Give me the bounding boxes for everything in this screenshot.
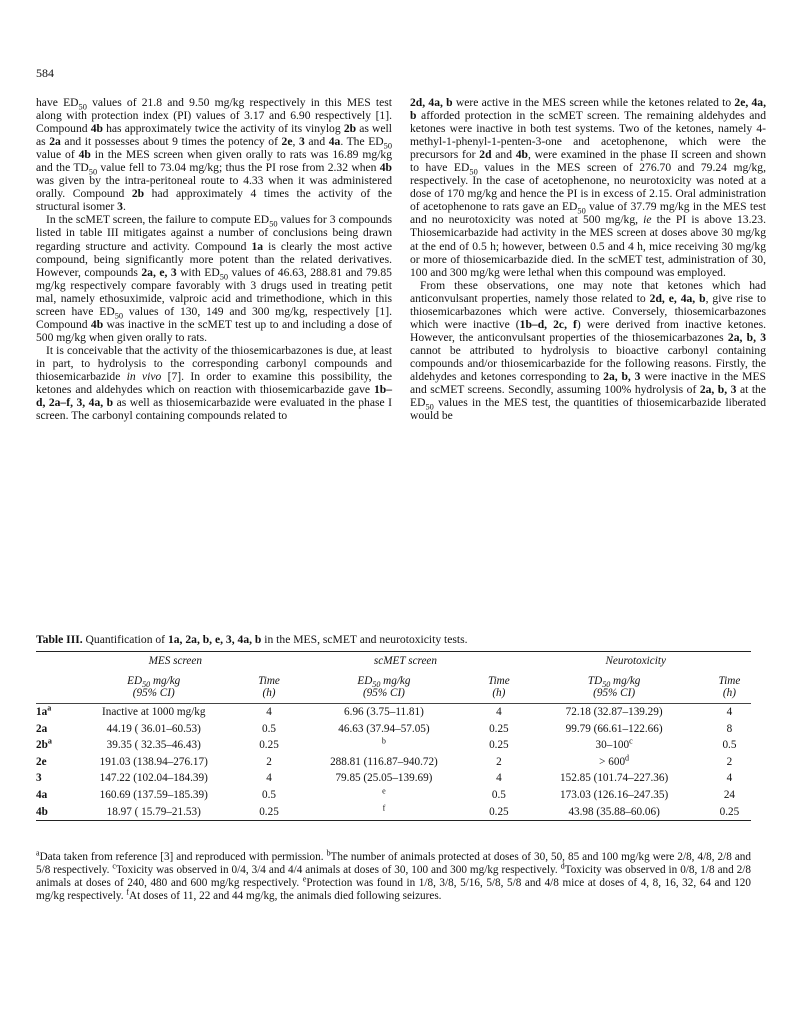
table-cell: 288.81 (116.87–940.72)	[330, 755, 438, 768]
table-row	[36, 770, 751, 787]
table-cell: 0.5	[262, 788, 276, 801]
table-cell: 0.25	[719, 805, 740, 818]
table-cell: b	[381, 736, 386, 746]
table-row	[36, 721, 751, 738]
table-cell: Inactive at 1000 mg/kg	[102, 706, 206, 718]
left-column	[36, 96, 392, 422]
row-label: $1a^a$	[36, 703, 52, 718]
table-cell: e	[382, 786, 386, 796]
table-cell: f	[382, 802, 386, 812]
row-label: 2e	[36, 755, 47, 768]
group-header: MES screen	[148, 655, 202, 667]
table-cell: 0.25	[259, 805, 279, 818]
table-cell: 4	[496, 706, 502, 718]
page-number: 584	[36, 66, 54, 80]
table-cell: 152.85 (101.74–227.36)	[560, 772, 669, 785]
table-row	[36, 754, 751, 771]
table-cell: 18.97 ( 15.79–21.53)	[106, 805, 201, 818]
table-cell: 173.03 (126.16–247.35)	[560, 788, 669, 801]
table-cell: 30–100$^c$	[595, 736, 633, 752]
table-cell: 4	[726, 706, 733, 718]
column-header: Time (h)	[258, 675, 280, 699]
paragraph: In the scMET screen, the failure to compute $ED_{50}$ values for 3 compounds listed in table III mitigates against a number of conclusions being drawn regarding structure and activity. Compound 1a is clearly the most active compound, being significantly more potent than the related derivatives. However, compounds 2a, e, 3 with $ED_{50}$ values of 46.63, 288.81 and 79.85 mg/kg respectively compare favorably with 3 drugs used in treating petit mal, namely ethosuximide, valproic acid and trimethodione, which in this screen have $ED_{50}$ values of 130, 149 and 300 mg/kg, respectively [1]. Compound 4b was inactive in the scMET test up to and including a dose of 500 mg/kg when given orally to rats.	[36, 213, 392, 344]
table-cell: 46.63 (37.94–57.05)	[338, 722, 430, 735]
row-label: 3	[36, 772, 42, 785]
row-label: 4b	[36, 805, 48, 818]
column-header: $ED_{50}$ mg/kg (95% CI)	[127, 675, 181, 699]
table-cell: 39.35 ( 32.35–46.43)	[106, 739, 201, 752]
row-label: 4a	[36, 788, 48, 801]
table-cell: 0.5	[262, 722, 276, 735]
column-header: Time (h)	[718, 675, 741, 699]
table-cell: 4	[266, 706, 272, 718]
row-label: $2b^a$	[36, 736, 52, 752]
paragraph: From these observations, one may note that ketones which had anticonvulsant properties, namely those related to 2d, e, 4a, b, give rise to thiosemicarbazones which were active. Conversely, thiosemicarbazones which were inactive (1b–d, 2c, f) were derived from inactive ketones. However, the anticonvulsant properties of the thiosemicarbazones 2a, b, 3 cannot be attributed to hydrolysis to bioactive carbonyl containing compounds and/or thiosemicarbazide for the following reasons. Firstly, the aldehydes and ketones corresponding to 2a, b, 3 were inactive in the MES and scMET screens. Secondly, assuming 100% hydrolysis of 2a, b, 3 at the $ED_{50}$ values in the MES test, the quantities of thiosemicarbazide liberated would be	[410, 278, 766, 423]
table-cell: 0.25	[259, 739, 279, 752]
table-cell: 160.69 (137.59–185.39)	[99, 788, 208, 801]
table-cell: 4	[726, 772, 733, 785]
group-header: Neurotoxicity	[605, 655, 666, 667]
table-cell: 79.85 (25.05–139.69)	[335, 772, 433, 785]
table-cell: 2	[496, 755, 502, 768]
table-cell: 0.25	[489, 722, 509, 735]
paragraph: It is conceivable that the activity of the thiosemicarbazones is due, at least in part, to hydrolysis to the corresponding carbonyl compounds and thiosemicarbazide in vivo [7]. In order to examine this possibility, the ketones and aldehydes which on reaction with thiosemicarbazide gave 1b–d, 2a–f, 3, 4a, b as well as thiosemicarbazide were evaluated in the phase I screen. The carbonyl containing compounds related to	[36, 343, 392, 423]
paragraph: 2d, 4a, b were active in the MES screen while the ketones related to 2e, 4a, b afforded protection in the scMET screen. The remaining aldehydes and ketones were inactive in both test systems. Two of the ketones, namely 4-methyl-1-phenyl-1-penten-3-one and acetophenone, which were the precursors for 2d and 4b, were examined in the phase II screen and shown to have $ED_{50}$ values in the MES screen of 276.70 and 79.24 mg/kg, respectively. In the case of acetophenone, no neurotoxicity was noted at a dose of 170 mg/kg and hence the PI is in excess of 2.15. Oral administration of acetophenone to rats gave an $ED_{50}$ value of 37.79 mg/kg in the MES test and no neurotoxicity was noted at 500 mg/kg, ie the PI is above 13.23. Thiosemicarbazide had activity in the MES screen at doses above 30 mg/kg at the end of 0.5 h; however, between 0.5 and 4 h, mice receiving 30 mg/kg or more of thiosemicarbazide died. In the scMET test, administration of 30, 100 and 300 mg/kg were lethal when this compound was employed.	[410, 96, 767, 279]
table-cell: 191.03 (138.94–276.17)	[99, 755, 208, 768]
table-cell: 4	[266, 772, 272, 785]
row-label-header	[36, 652, 60, 674]
row-label-header	[36, 673, 60, 704]
column-header: $TD_{50}$ mg/kg (95% CI)	[587, 675, 641, 699]
table-cell: 0.5	[491, 788, 506, 801]
table-cell: 147.22 (102.04–184.39)	[99, 772, 208, 785]
table-cell: 44.19 ( 36.01–60.53)	[106, 722, 201, 735]
table-cell: 2	[266, 755, 272, 768]
table-cell: 4	[496, 772, 502, 785]
table-footnotes: $^a$Data taken from reference [3] and reproduced with permission. $^b$The number of animals protected at doses of 30, 50, 85 and 100 mg/kg were 2/8, 4/8, 2/8 and 5/8 respectively. $^c$Toxicity was observed in 0/4, 3/4 and 4/4 animals at doses of 30, 100 and 300 mg/kg respectively. $^d$Toxicity was observed in 0/8, 1/8 and 2/8 animals at doses of 240, 480 and 600 mg/kg respectively. $^e$Protection was found in 1/8, 3/8, 5/16, 5/8, 5/8 and 4/8 mice at doses of 4, 8, 16, 32, 64 and 120 mg/kg respectively. $^f$At doses of 11, 22 and 44 mg/kg, the animals died following seizures.	[36, 848, 752, 902]
table-iii	[36, 651, 751, 821]
table-caption: Table III. Quantification of 1a, 2a, b, e, 3, 4a, b in the MES, scMET and neurotoxicity tests.	[36, 633, 468, 646]
table-cell: 0.25	[489, 739, 509, 752]
table-cell: 8	[726, 722, 733, 735]
table-cell: 72.18 (32.87–139.29)	[565, 706, 663, 718]
group-header: scMET screen	[373, 655, 437, 667]
table-cell: > $600^d$	[599, 753, 630, 768]
table-cell: 99.79 (66.61–122.66)	[565, 722, 663, 735]
table-row	[36, 737, 751, 754]
right-column	[410, 96, 766, 422]
data-table	[36, 651, 751, 821]
table-row	[36, 787, 751, 804]
table-cell: 0.25	[489, 805, 509, 818]
row-label: 2a	[36, 722, 48, 735]
table-cell: 43.98 (35.88–60.06)	[568, 805, 660, 818]
column-header: Time (h)	[487, 675, 510, 699]
table-row	[36, 804, 751, 821]
paragraph: have $ED_{50}$ values of 21.8 and 9.50 mg/kg respectively in this MES test along with protection index (PI) values of 3.17 and 6.90 respectively [1]. Compound 4b has approximately twice the activity of its vinylog 2b as well as 2a and it possesses about 9 times the potency of 2e, 3 and 4a. The $ED_{50}$ value of 4b in the MES screen when given orally to rats was 16.89 mg/kg and the $TD_{50}$ value fell to 73.04 mg/kg; thus the PI rose from 2.32 when 4b was given by the intra-peritoneal route to 4.33 when it was administered orally. Compound 2b had approximately 4 times the activity of the structural isomer 3.	[36, 96, 393, 214]
table-cell: 0.5	[722, 739, 737, 752]
table-row	[36, 704, 751, 721]
table-cell: 6.96 (3.75–11.81)	[344, 706, 424, 718]
table-cell: 24	[723, 788, 736, 801]
column-header: $ED_{50}$ mg/kg (95% CI)	[357, 675, 411, 699]
table-cell: 2	[726, 755, 733, 768]
